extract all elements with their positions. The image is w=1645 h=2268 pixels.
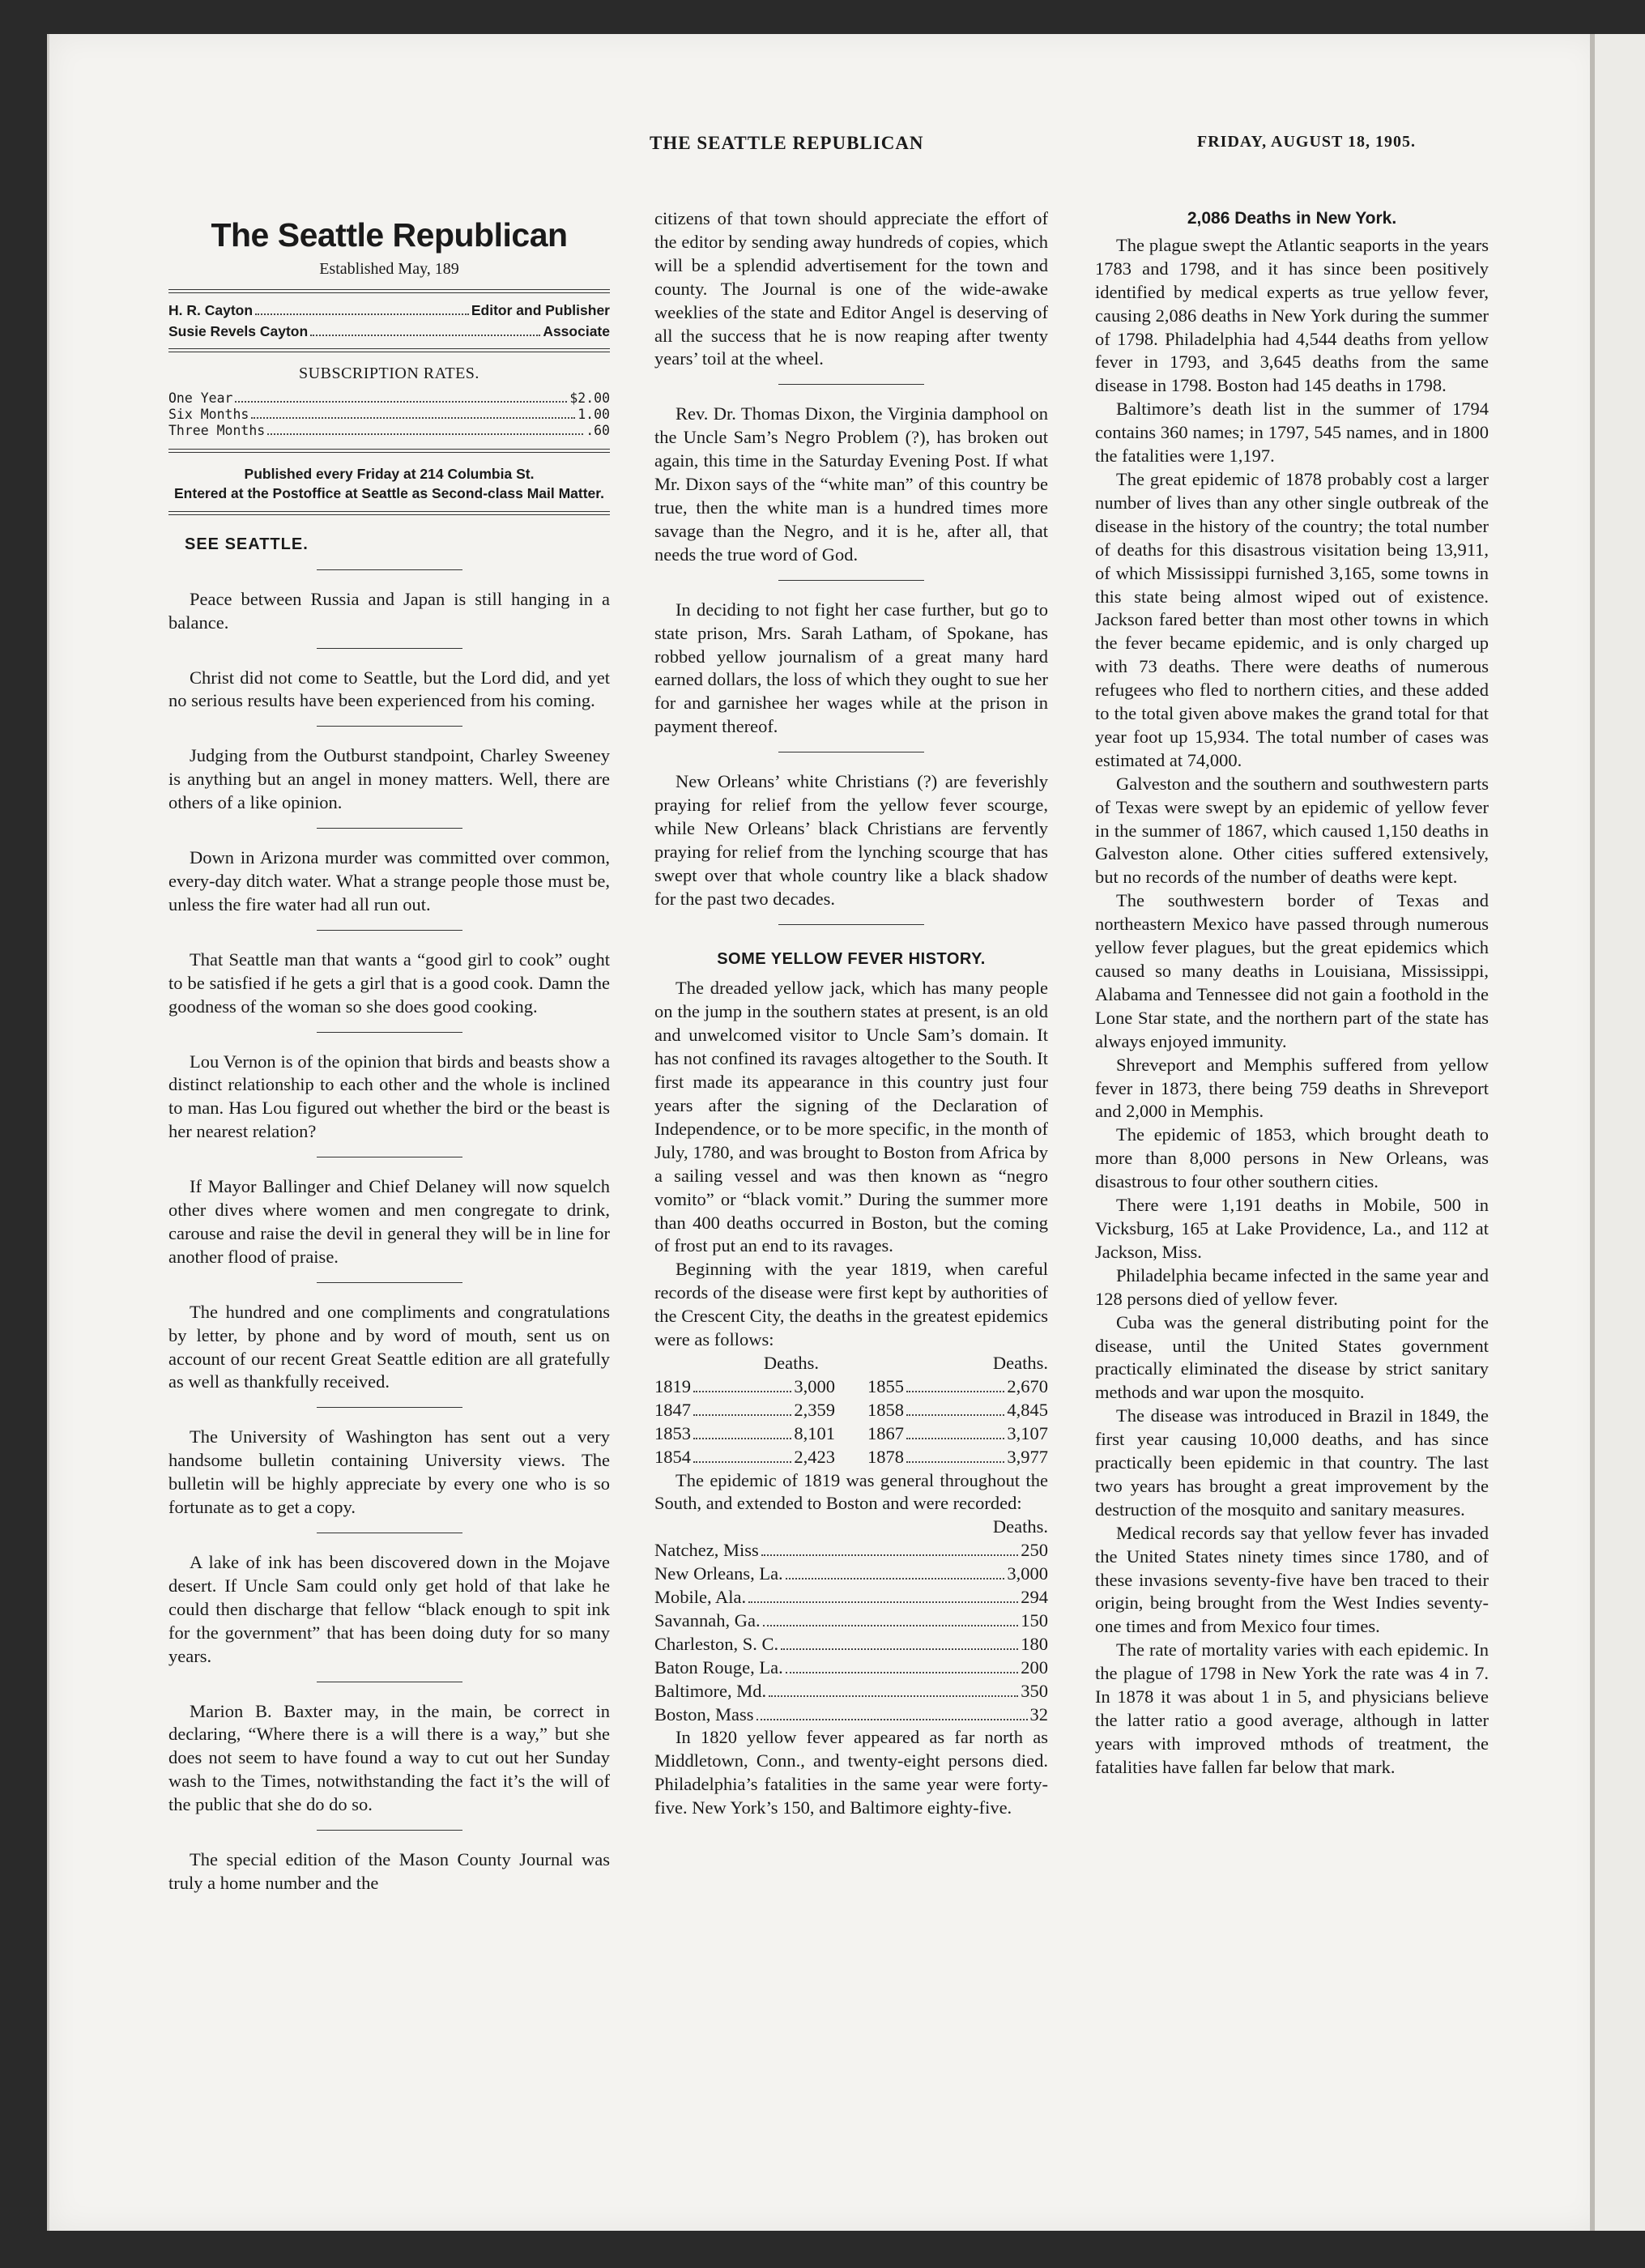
masthead	[168, 217, 610, 515]
city-name: Baltimore, Md.	[654, 1680, 767, 1701]
epidemic-deaths: 3,107	[1007, 1422, 1048, 1443]
article-paragraph: The great epidemic of 1878 probably cost a larger number of lives than any other single outbreak of the disease in the history of the country; the total number of deaths for this disastrous visitation being 13,911, of which Mississippi furnished 3,165, some towns in this state being almost wiped out of existence. Jackson fared better than most other towns in which the fever became epidemic, and is only charged up with 73 deaths. There were deaths of numerous refugees who fled to northern cities, and these added to the total given above makes the grand total for that year foot up 15,934. The total number of cases was estimated at 74,000.	[1095, 468, 1489, 770]
double-rule	[168, 289, 610, 293]
city-row	[654, 1656, 1048, 1680]
yellow-fever-heading: SOME YELLOW FEVER HISTORY.	[717, 949, 986, 968]
rate-term: One Year	[168, 390, 233, 406]
separator	[317, 1407, 462, 1408]
separator	[317, 648, 462, 649]
staff-name: H. R. Cayton	[168, 301, 254, 318]
epidemic-deaths: 8,101	[794, 1422, 835, 1443]
article-paragraph: The plague swept the Atlantic seaports in the years 1783 and 1798, and it has since been positively identified by medical experts as true yellow fever, causing 2,086 deaths in New York during the summer of 1798. Philadelphia had 4,544 deaths from yellow fever in 1793, and 3,645 deaths from the same disease in 1798. Boston had 145 deaths in 1798.	[1095, 234, 1489, 396]
entered-line: Entered at the Postoffice at Seattle as Second-class Mail Matter.	[174, 484, 604, 501]
epidemic-row	[867, 1422, 1048, 1446]
epidemic-deaths: 2,670	[1007, 1375, 1048, 1396]
city-row	[654, 1609, 1048, 1633]
item-paragraph: Rev. Dr. Thomas Dixon, the Virginia damphool on the Uncle Sam’s Negro Problem (?), has broken out again, this time in the Saturday Evening Post. If what Mr. Dixon says of the “white man” of this country be true, then the white man is a hundred times more savage than the Negro, and it is he, after all, that needs the true word of God.	[654, 403, 1048, 565]
deaths-column-label: Deaths.	[992, 1352, 1048, 1373]
cities-table	[654, 1539, 1048, 1726]
article-paragraph: The epidemic of 1819 was general throughout the South, and extended to Boston and were recorded:	[654, 1469, 1048, 1514]
item-paragraph: The University of Washington has sent out a very handsome bulletin containing University views. The bulletin will be highly appreciate by every one who is so fortunate as to get a copy.	[168, 1426, 610, 1518]
epidemic-row	[867, 1446, 1048, 1469]
deaths-column-label: Deaths.	[992, 1516, 1048, 1537]
separator	[778, 924, 924, 925]
rates-list	[168, 390, 610, 439]
column-1	[168, 211, 610, 1895]
article-paragraph: Shreveport and Memphis suffered from yellow fever in 1873, there being 759 deaths in Shreveport and 2,000 in Memphis.	[1095, 1054, 1489, 1122]
epidemic-year: 1867	[867, 1422, 904, 1443]
article-paragraph: Philadelphia became infected in the same year and 128 persons died of yellow fever.	[1095, 1264, 1489, 1309]
rate-price: 1.00	[577, 406, 610, 422]
separator	[317, 569, 462, 570]
separator	[778, 384, 924, 385]
masthead-title: The Seattle Republican	[211, 216, 568, 254]
staff-list	[168, 300, 610, 342]
subscription-heading: SUBSCRIPTION RATES.	[299, 364, 479, 382]
city-row	[654, 1586, 1048, 1609]
deaths-column-label: Deaths.	[763, 1352, 819, 1373]
item-paragraph: New Orleans’ white Christians (?) are feverishly praying for relief from the yellow fever scourge, while New Orleans’ black Christians are fervently praying for relief from the lynching scourge that has swept over that whole country like a black shadow for the past two decades.	[654, 771, 1048, 909]
epidemic-row	[654, 1375, 835, 1399]
publication-info	[168, 464, 610, 503]
article-paragraph: The rate of mortality varies with each epidemic. In the plague of 1798 in New York the rate was 4 in 7. In 1878 it was about 1 in 5, and physicians believe the latter ratio a good average, although in latter years with improved mthods of treatment, the fatalities have fallen far below that mark.	[1095, 1639, 1489, 1777]
article-paragraph: Cuba was the general distributing point for the disease, until the United States government practically eliminated the disease by strict sanitary methods and war upon the mosquito.	[1095, 1311, 1489, 1403]
epidemic-row	[654, 1446, 835, 1469]
staff-role: Associate	[543, 322, 610, 339]
separator	[317, 930, 462, 931]
rate-term: Six Months	[168, 406, 249, 422]
item-paragraph: Judging from the Outburst standpoint, Charley Sweeney is anything but an angel in money matters. Well, there are others of a like opinion.	[168, 745, 610, 813]
item-paragraph: If Mayor Ballinger and Chief Delaney will now squelch other dives where women and men congregate to drink, carouse and raise the devil in general they will be in line for another flood of praise.	[168, 1176, 610, 1267]
rate-term: Three Months	[168, 422, 266, 438]
city-name: Savannah, Ga.	[654, 1609, 761, 1631]
epidemics-right	[867, 1352, 1048, 1469]
city-name: Boston, Mass	[654, 1703, 754, 1724]
epidemic-row	[654, 1422, 835, 1446]
published-line: Published every Friday at 214 Columbia St.	[244, 465, 535, 482]
city-deaths: 200	[1021, 1656, 1048, 1678]
article-paragraph: The dreaded yellow jack, which has many people on the jump in the southern states at present, is an old and unwelcomed visitor to Uncle Sam’s domain. It has not confined its ravages altogether to the South. It first made its appearance in this country just four years after the signing of the Declaration of Independence, or to be more specific, in the month of July, 1780, and was brought to Boston from Africa by a sailing vessel and was then known as “negro vomito” or “black vomit.” During the summer more than 400 deaths occurred in Boston, but the coming of frost put an end to its ravages.	[654, 978, 1048, 1256]
double-rule	[168, 449, 610, 453]
item-paragraph: Christ did not come to Seattle, but the Lord did, and yet no serious results have been experienced from his coming.	[168, 667, 610, 711]
epidemic-year: 1819	[654, 1375, 691, 1396]
separator	[317, 1032, 462, 1033]
article-paragraph: The disease was introduced in Brazil in 1849, the first year causing 10,000 deaths, and has since practically been epidemic in that country. The last two years has brought a great improvement by the destruction of the mosquito and sanitary measures.	[1095, 1405, 1489, 1520]
article-paragraph: Galveston and the southern and southwestern parts of Texas were swept by an epidemic of yellow fever in the summer of 1867, which caused 1,150 deaths in Galveston alone. Other cities suffered extensively, but no records of the number of deaths were kept.	[1095, 773, 1489, 888]
item-paragraph: Lou Vernon is of the opinion that birds and beasts show a distinct relationship to each other and the whole is inclined to man. Has Lou figured out whether the bird or the beast is her nearest relation?	[168, 1051, 610, 1142]
article-paragraph: There were 1,191 deaths in Mobile, 500 in Vicksburg, 165 at Lake Providence, La., and 112 at Jackson, Miss.	[1095, 1195, 1489, 1262]
item-paragraph: A lake of ink has been discovered down in the Mojave desert. If Uncle Sam could only get hold of that lake he could then discharge that fellow “black enough to spit ink for the government” that has been doing duty for so many years.	[168, 1552, 610, 1666]
rate-price: $2.00	[569, 390, 610, 406]
epidemic-row	[654, 1399, 835, 1422]
epidemic-year: 1847	[654, 1399, 691, 1420]
epidemic-year: 1855	[867, 1375, 904, 1396]
item-paragraph: Peace between Russia and Japan is still hanging in a balance.	[168, 588, 610, 633]
city-deaths: 350	[1021, 1680, 1048, 1701]
item-paragraph: The special edition of the Mason County Journal was truly a home number and the	[168, 1849, 610, 1893]
city-row	[654, 1633, 1048, 1656]
city-row	[654, 1680, 1048, 1703]
city-deaths: 150	[1021, 1609, 1048, 1631]
epidemics-table	[654, 1352, 1048, 1469]
double-rule	[168, 511, 610, 515]
double-rule	[168, 348, 610, 352]
city-deaths: 294	[1021, 1587, 1048, 1608]
city-name: Mobile, Ala.	[654, 1587, 747, 1608]
epidemic-deaths: 2,423	[794, 1446, 835, 1467]
city-row	[654, 1539, 1048, 1562]
epidemic-deaths: 2,359	[794, 1399, 835, 1420]
epidemic-year: 1854	[654, 1446, 691, 1467]
separator	[317, 726, 462, 727]
staff-row	[168, 300, 610, 321]
staff-row	[168, 321, 610, 342]
separator	[317, 828, 462, 829]
article-paragraph: In 1820 yellow fever appeared as far north as Middletown, Conn., and twenty-eight persons died. Philadelphia’s fatalities in the same year were forty-five. New York’s 150, and Baltimore eighty-five.	[654, 1727, 1048, 1818]
epidemic-year: 1878	[867, 1446, 904, 1467]
city-row	[654, 1703, 1048, 1727]
city-name: New Orleans, La.	[654, 1563, 783, 1584]
running-head-title: THE SEATTLE REPUBLICAN	[650, 133, 924, 153]
separator	[317, 1282, 462, 1283]
article-paragraph: Medical records say that yellow fever has invaded the United States ninety times since 1780, and of these invasions seventy-five have ben traced to their origin, being brought from the West Indies seventy-one times and from Mexico four times.	[1095, 1522, 1489, 1637]
rate-price: .60	[586, 422, 610, 438]
city-name: Baton Rouge, La.	[654, 1656, 783, 1678]
column-3	[1095, 207, 1489, 1780]
separator	[317, 1830, 462, 1831]
see-seattle-heading: SEE SEATTLE.	[185, 535, 309, 553]
epidemic-deaths: 3,000	[794, 1375, 835, 1396]
epidemic-deaths: 3,977	[1007, 1446, 1048, 1467]
article-paragraph: Beginning with the year 1819, when careful records of the disease were first kept by authorities of the Crescent City, the deaths in the greatest epidemics were as follows:	[654, 1259, 1048, 1350]
rate-row	[168, 407, 610, 423]
epidemics-left	[654, 1352, 835, 1469]
item-paragraph: Marion B. Baxter may, in the main, be correct in declaring, “Where there is a will there is a way,” but she does not seem to have found a way to cut out her Sunday wash to the Times, notwithstanding the fact it’s the will of the public that she do do so.	[168, 1700, 610, 1815]
epidemic-year: 1853	[654, 1422, 691, 1443]
city-name: Charleston, S. C.	[654, 1633, 779, 1654]
city-deaths: 180	[1021, 1633, 1048, 1654]
item-paragraph: The hundred and one compliments and congratulations by letter, by phone and by word of mouth, sent us on account of our recent Great Seattle edition are all gratefully as well as thankfully received.	[168, 1301, 610, 1392]
epidemic-year: 1858	[867, 1399, 904, 1420]
item-paragraph: Down in Arizona murder was committed over common, every-day ditch water. What a strange people those must be, unless the fire water had all run out.	[168, 847, 610, 914]
masthead-established: Established May, 189	[319, 260, 459, 278]
continuation-paragraph: citizens of that town should appreciate the effort of the editor by sending away hundreds of copies, which will be a splendid advertisement for the town and county. The Journal is one of the wide-awake weeklies of the state and Editor Angel is deserving of all the success that he is now reaping after twenty years’ toil at the wheel.	[654, 208, 1048, 369]
separator	[778, 580, 924, 581]
city-deaths: 3,000	[1007, 1563, 1048, 1584]
article-paragraph: Baltimore’s death list in the summer of 1794 contains 360 names; in 1797, 545 names, and in 1800 the fatalities were 1,197.	[1095, 399, 1489, 467]
item-paragraph: That Seattle man that wants a “good girl to cook” ought to be satisfied if he gets a girl that is a good cook. Damn the goodness of the woman so she does good cooking.	[168, 949, 610, 1017]
city-row	[654, 1562, 1048, 1586]
new-york-heading: 2,086 Deaths in New York.	[1187, 209, 1397, 228]
running-head-date: FRIDAY, AUGUST 18, 1905.	[1197, 133, 1416, 151]
city-deaths: 32	[1029, 1703, 1048, 1724]
epidemic-deaths: 4,845	[1007, 1399, 1048, 1420]
column-2	[654, 207, 1048, 1820]
city-name: Natchez, Miss	[654, 1540, 759, 1561]
rate-row	[168, 390, 610, 407]
epidemic-row	[867, 1399, 1048, 1422]
item-paragraph: In deciding to not fight her case further, but go to state prison, Mrs. Sarah Latham, of Spokane, has robbed yellow journalism of a great many hard earned dollars, the loss of which they ought to sue her for and garnishee her wages while at the prison in payment thereof.	[654, 599, 1048, 737]
page-gutter	[1590, 34, 1645, 2231]
article-paragraph: The southwestern border of Texas and northeastern Mexico have passed through numerous yellow fever plagues, but the great epidemics which caused so many deaths in Louisiana, Mississippi, Alabama and Tennessee did not gain a foothold in the Lone Star state, and the northern part of the state has always enjoyed immunity.	[1095, 890, 1489, 1051]
rate-row	[168, 423, 610, 439]
staff-role: Editor and Publisher	[471, 301, 610, 318]
staff-name: Susie Revels Cayton	[168, 322, 309, 339]
epidemic-row	[867, 1375, 1048, 1399]
city-deaths: 250	[1021, 1540, 1048, 1561]
article-paragraph: The epidemic of 1853, which brought death to more than 8,000 persons in New Orleans, was disastrous to four other southern cities.	[1095, 1124, 1489, 1192]
